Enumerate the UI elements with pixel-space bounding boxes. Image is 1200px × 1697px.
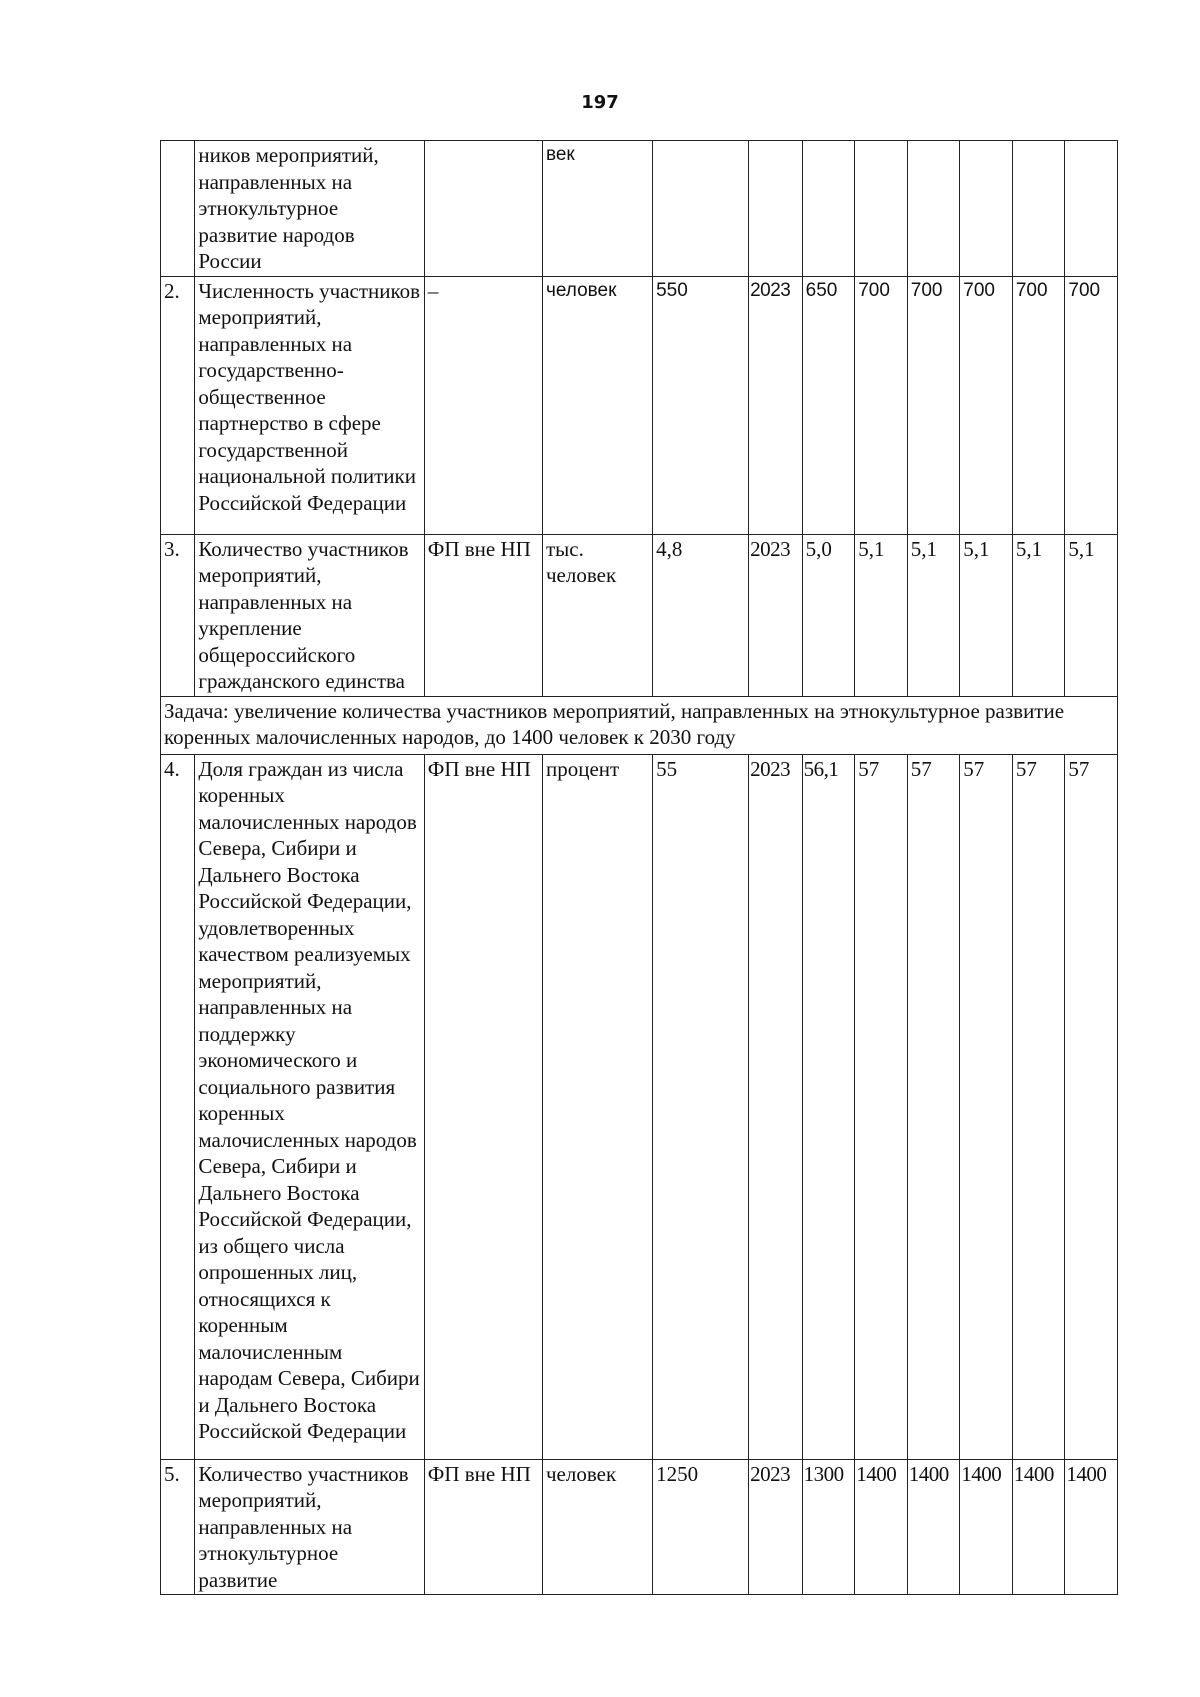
cell-num: 2.: [161, 276, 195, 534]
cell-indicator-name: Численность участников мероприятий, направленных на государственно-общественное партнерство в сфере государственной национальной политики Российской Федерации: [195, 276, 424, 534]
cell-level: ФП вне НП: [424, 754, 542, 1459]
cell-unit: человек: [542, 1459, 652, 1595]
cell-base-value: [653, 141, 749, 277]
cell-indicator-name: Количество участников мероприятий, направленных на этнокультурное развитие: [195, 1459, 424, 1595]
cell-value: 700: [960, 276, 1013, 534]
table-row: [161, 534, 1118, 696]
cell-value: [802, 141, 855, 277]
cell-value: 1400: [855, 1459, 908, 1595]
cell-value: 5,0: [802, 534, 855, 696]
indicators-table: [160, 140, 1118, 1595]
cell-num: 3.: [161, 534, 195, 696]
cell-value: 700: [1065, 276, 1118, 534]
cell-num: [161, 141, 195, 277]
cell-value: 5,1: [960, 534, 1013, 696]
cell-base-year: 2023: [749, 1459, 803, 1595]
cell-value: 1400: [1065, 1459, 1118, 1595]
cell-indicator-name: Количество участников мероприятий, направленных на укрепление общероссийского гражданского единства: [195, 534, 424, 696]
cell-value: 57: [1012, 754, 1065, 1459]
cell-value: 5,1: [1065, 534, 1118, 696]
cell-level: –: [424, 276, 542, 534]
cell-value: [1012, 141, 1065, 277]
task-text: Задача: увеличение количества участников мероприятий, направленных на этнокультурное развитие коренных малочисленных народов, до 1400 человек к 2030 году: [161, 696, 1118, 754]
table-row: [161, 276, 1118, 534]
cell-value: 57: [960, 754, 1013, 1459]
cell-value: 57: [907, 754, 960, 1459]
cell-value: 1400: [960, 1459, 1013, 1595]
cell-level: ФП вне НП: [424, 534, 542, 696]
cell-value: 700: [855, 276, 908, 534]
cell-value: 5,1: [855, 534, 908, 696]
cell-value: [907, 141, 960, 277]
cell-value: 1400: [1012, 1459, 1065, 1595]
cell-value: 700: [1012, 276, 1065, 534]
cell-indicator-name: ников мероприятий, направленных на этнокультурное развитие народов России: [195, 141, 424, 277]
cell-value: [960, 141, 1013, 277]
cell-unit: тыс. человек: [542, 534, 652, 696]
cell-value: 650: [802, 276, 855, 534]
cell-value: 5,1: [1012, 534, 1065, 696]
cell-base-value: 4,8: [653, 534, 749, 696]
cell-value: 57: [855, 754, 908, 1459]
cell-base-year: 2023: [749, 754, 803, 1459]
cell-indicator-name: Доля граждан из числа коренных малочисленных народов Севера, Сибири и Дальнего Востока Российской Федерации, удовлетворенных качеством реализуемых мероприятий, направленных на поддержку экономического и социального развития коренных малочисленных народов Севера, Сибири и Дальнего Востока Российской Федерации, из общего числа опрошенных лиц, относящихся к коренным малочисленным народам Севера, Сибири и Дальнего Востока Российской Федерации: [195, 754, 424, 1459]
cell-value: 1400: [907, 1459, 960, 1595]
cell-base-year: 2023: [749, 534, 803, 696]
table-row: [161, 1459, 1118, 1595]
table-row: [161, 754, 1118, 1459]
cell-base-year: 2023: [749, 276, 803, 534]
cell-level: [424, 141, 542, 277]
cell-value: 700: [907, 276, 960, 534]
cell-base-value: 1250: [653, 1459, 749, 1595]
cell-value: 57: [1065, 754, 1118, 1459]
cell-unit: век: [542, 141, 652, 277]
cell-num: 4.: [161, 754, 195, 1459]
cell-value: 5,1: [907, 534, 960, 696]
cell-unit: человек: [542, 276, 652, 534]
cell-value: 1300: [802, 1459, 855, 1595]
cell-base-year: [749, 141, 803, 277]
page-number: 197: [581, 92, 619, 113]
cell-base-value: 550: [653, 276, 749, 534]
cell-value: [1065, 141, 1118, 277]
cell-base-value: 55: [653, 754, 749, 1459]
cell-num: 5.: [161, 1459, 195, 1595]
cell-value: [855, 141, 908, 277]
task-row: [161, 696, 1118, 754]
cell-level: ФП вне НП: [424, 1459, 542, 1595]
table-row-continuation: [161, 141, 1118, 277]
cell-value: 56,1: [802, 754, 855, 1459]
cell-unit: процент: [542, 754, 652, 1459]
